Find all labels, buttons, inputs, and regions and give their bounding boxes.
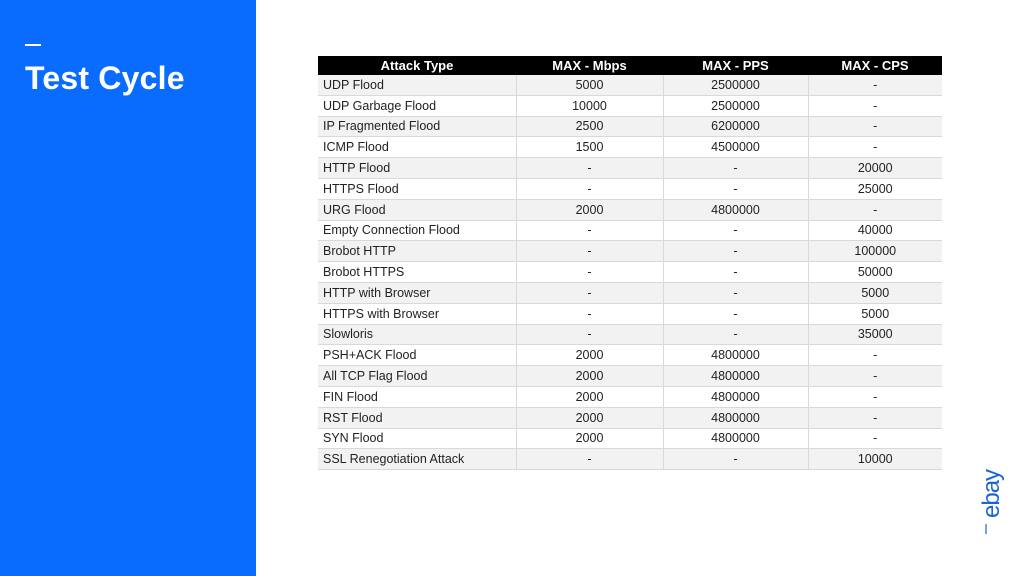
attack-type-cell: ICMP Flood xyxy=(318,137,516,158)
header-max-cps: MAX - CPS xyxy=(808,56,942,75)
max-pps-cell: 4800000 xyxy=(663,345,808,366)
attack-type-cell: UDP Garbage Flood xyxy=(318,95,516,116)
max-cps-cell: - xyxy=(808,428,942,449)
max-mbps-cell: 10000 xyxy=(516,95,663,116)
max-mbps-cell: - xyxy=(516,282,663,303)
table-row xyxy=(318,95,942,116)
max-pps-cell: 4800000 xyxy=(663,199,808,220)
max-cps-cell: 10000 xyxy=(808,449,942,470)
max-pps-cell: 2500000 xyxy=(663,95,808,116)
max-cps-cell: - xyxy=(808,199,942,220)
attack-type-cell: PSH+ACK Flood xyxy=(318,345,516,366)
max-cps-cell: 40000 xyxy=(808,220,942,241)
slide-title: Test Cycle xyxy=(25,60,185,96)
table-row xyxy=(318,345,942,366)
max-mbps-cell: 2000 xyxy=(516,386,663,407)
ebay-logo-text: ebay xyxy=(978,469,1005,518)
max-cps-cell: - xyxy=(808,366,942,387)
max-pps-cell: 4800000 xyxy=(663,407,808,428)
max-pps-cell: - xyxy=(663,262,808,283)
attack-limits-table xyxy=(318,56,942,470)
max-cps-cell: - xyxy=(808,75,942,95)
attack-type-cell: HTTP Flood xyxy=(318,158,516,179)
max-pps-cell: - xyxy=(663,220,808,241)
max-mbps-cell: 1500 xyxy=(516,137,663,158)
attack-type-cell: Empty Connection Flood xyxy=(318,220,516,241)
table-row xyxy=(318,220,942,241)
max-pps-cell: 2500000 xyxy=(663,75,808,95)
max-cps-cell: 25000 xyxy=(808,178,942,199)
title-panel xyxy=(0,0,256,576)
max-cps-cell: - xyxy=(808,95,942,116)
max-cps-cell: - xyxy=(808,386,942,407)
table-row xyxy=(318,75,942,95)
attack-type-cell: URG Flood xyxy=(318,199,516,220)
max-pps-cell: - xyxy=(663,241,808,262)
table-row xyxy=(318,116,942,137)
max-mbps-cell: 2000 xyxy=(516,407,663,428)
attack-type-cell: RST Flood xyxy=(318,407,516,428)
max-cps-cell: 5000 xyxy=(808,303,942,324)
max-pps-cell: - xyxy=(663,324,808,345)
max-mbps-cell: - xyxy=(516,324,663,345)
max-pps-cell: 6200000 xyxy=(663,116,808,137)
table-row xyxy=(318,303,942,324)
max-cps-cell: 100000 xyxy=(808,241,942,262)
attack-type-cell: HTTPS with Browser xyxy=(318,303,516,324)
table-row xyxy=(318,262,942,283)
attack-type-cell: FIN Flood xyxy=(318,386,516,407)
header-max-pps: MAX - PPS xyxy=(663,56,808,75)
max-pps-cell: 4800000 xyxy=(663,428,808,449)
max-pps-cell: 4500000 xyxy=(663,137,808,158)
attack-type-cell: Brobot HTTPS xyxy=(318,262,516,283)
max-mbps-cell: 2000 xyxy=(516,199,663,220)
table-row xyxy=(318,158,942,179)
max-pps-cell: 4800000 xyxy=(663,366,808,387)
attack-type-cell: HTTP with Browser xyxy=(318,282,516,303)
max-cps-cell: 5000 xyxy=(808,282,942,303)
table-header-row xyxy=(318,56,942,75)
max-pps-cell: - xyxy=(663,158,808,179)
header-attack-type: Attack Type xyxy=(318,56,516,75)
max-pps-cell: 4800000 xyxy=(663,386,808,407)
title-accent-line xyxy=(25,44,41,46)
attack-type-cell: UDP Flood xyxy=(318,75,516,95)
table-row xyxy=(318,449,942,470)
table-row xyxy=(318,178,942,199)
max-mbps-cell: 2000 xyxy=(516,345,663,366)
max-cps-cell: 50000 xyxy=(808,262,942,283)
table-row xyxy=(318,386,942,407)
attack-type-cell: Slowloris xyxy=(318,324,516,345)
max-pps-cell: - xyxy=(663,282,808,303)
max-mbps-cell: 2000 xyxy=(516,428,663,449)
ebay-logo xyxy=(975,450,1005,540)
max-pps-cell: - xyxy=(663,303,808,324)
max-mbps-cell: - xyxy=(516,262,663,283)
max-cps-cell: 20000 xyxy=(808,158,942,179)
max-cps-cell: 35000 xyxy=(808,324,942,345)
max-mbps-cell: - xyxy=(516,158,663,179)
max-pps-cell: - xyxy=(663,449,808,470)
table-row xyxy=(318,137,942,158)
max-cps-cell: - xyxy=(808,407,942,428)
max-cps-cell: - xyxy=(808,345,942,366)
table-row xyxy=(318,199,942,220)
max-mbps-cell: - xyxy=(516,178,663,199)
max-mbps-cell: - xyxy=(516,303,663,324)
max-mbps-cell: 2500 xyxy=(516,116,663,137)
attack-type-cell: Brobot HTTP xyxy=(318,241,516,262)
max-mbps-cell: 5000 xyxy=(516,75,663,95)
attack-type-cell: All TCP Flag Flood xyxy=(318,366,516,387)
table-row xyxy=(318,324,942,345)
table-row xyxy=(318,241,942,262)
max-cps-cell: - xyxy=(808,116,942,137)
table-row xyxy=(318,366,942,387)
attack-type-cell: HTTPS Flood xyxy=(318,178,516,199)
max-mbps-cell: - xyxy=(516,241,663,262)
table-row xyxy=(318,282,942,303)
attack-type-cell: SSL Renegotiation Attack xyxy=(318,449,516,470)
attack-type-cell: SYN Flood xyxy=(318,428,516,449)
max-mbps-cell: - xyxy=(516,220,663,241)
header-max-mbps: MAX - Mbps xyxy=(516,56,663,75)
table-row xyxy=(318,428,942,449)
attack-type-cell: IP Fragmented Flood xyxy=(318,116,516,137)
max-mbps-cell: 2000 xyxy=(516,366,663,387)
max-mbps-cell: - xyxy=(516,449,663,470)
table-row xyxy=(318,407,942,428)
max-pps-cell: - xyxy=(663,178,808,199)
max-cps-cell: - xyxy=(808,137,942,158)
